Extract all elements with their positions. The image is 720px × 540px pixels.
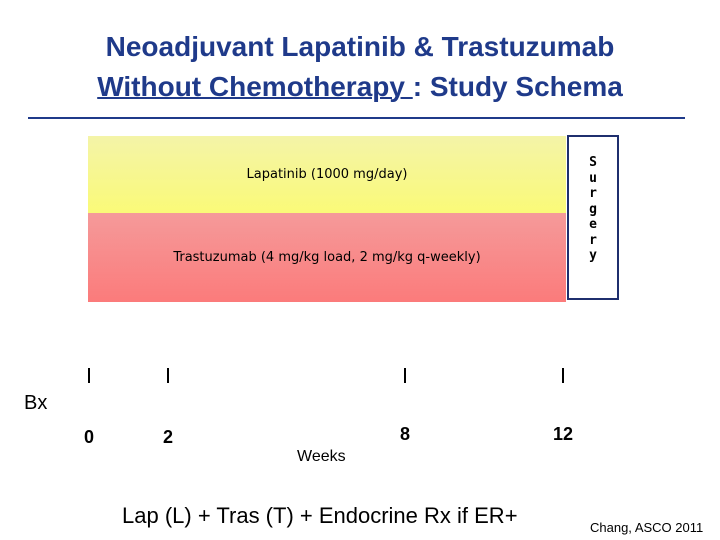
- surgery-box: [567, 135, 619, 300]
- surgery-letter: y: [589, 248, 597, 263]
- axis-tick-label: 2: [162, 427, 174, 447]
- treatment-summary: Lap (L) + Tras (T) + Endocrine Rx if ER+: [122, 503, 518, 528]
- slide-title-line2: [0, 70, 720, 104]
- axis-tick: [562, 368, 564, 383]
- trastuzumab-label: Trastuzumab (4 mg/kg load, 2 mg/kg q-weekly): [173, 250, 481, 265]
- axis-tick-label: 8: [399, 424, 411, 444]
- slide-title-rest: : Study Schema: [412, 71, 623, 102]
- weeks-axis-title: Weeks: [297, 448, 346, 465]
- lapatinib-label: Lapatinib (1000 mg/day): [246, 167, 408, 182]
- trastuzumab-band: [88, 213, 566, 302]
- lapatinib-band: [88, 136, 566, 213]
- axis-tick-label: 12: [552, 424, 574, 444]
- axis-tick: [88, 368, 90, 383]
- slide-title-line1: Neoadjuvant Lapatinib & Trastuzumab: [105, 31, 615, 62]
- surgery-letter: g: [589, 201, 597, 217]
- title-divider: [28, 117, 685, 119]
- slide-title-underlined: Without Chemotherapy: [97, 71, 413, 102]
- biopsy-label: Bx: [24, 392, 48, 414]
- source-credit: Chang, ASCO 2011: [590, 520, 704, 535]
- surgery-letter: r: [589, 232, 597, 248]
- axis-tick: [167, 368, 169, 383]
- axis-tick-label: 0: [83, 427, 95, 447]
- axis-tick: [404, 368, 406, 383]
- surgery-letter: u: [589, 170, 597, 186]
- surgery-letter: S: [589, 155, 597, 170]
- surgery-letter: r: [589, 186, 597, 201]
- surgery-letter: e: [589, 217, 597, 232]
